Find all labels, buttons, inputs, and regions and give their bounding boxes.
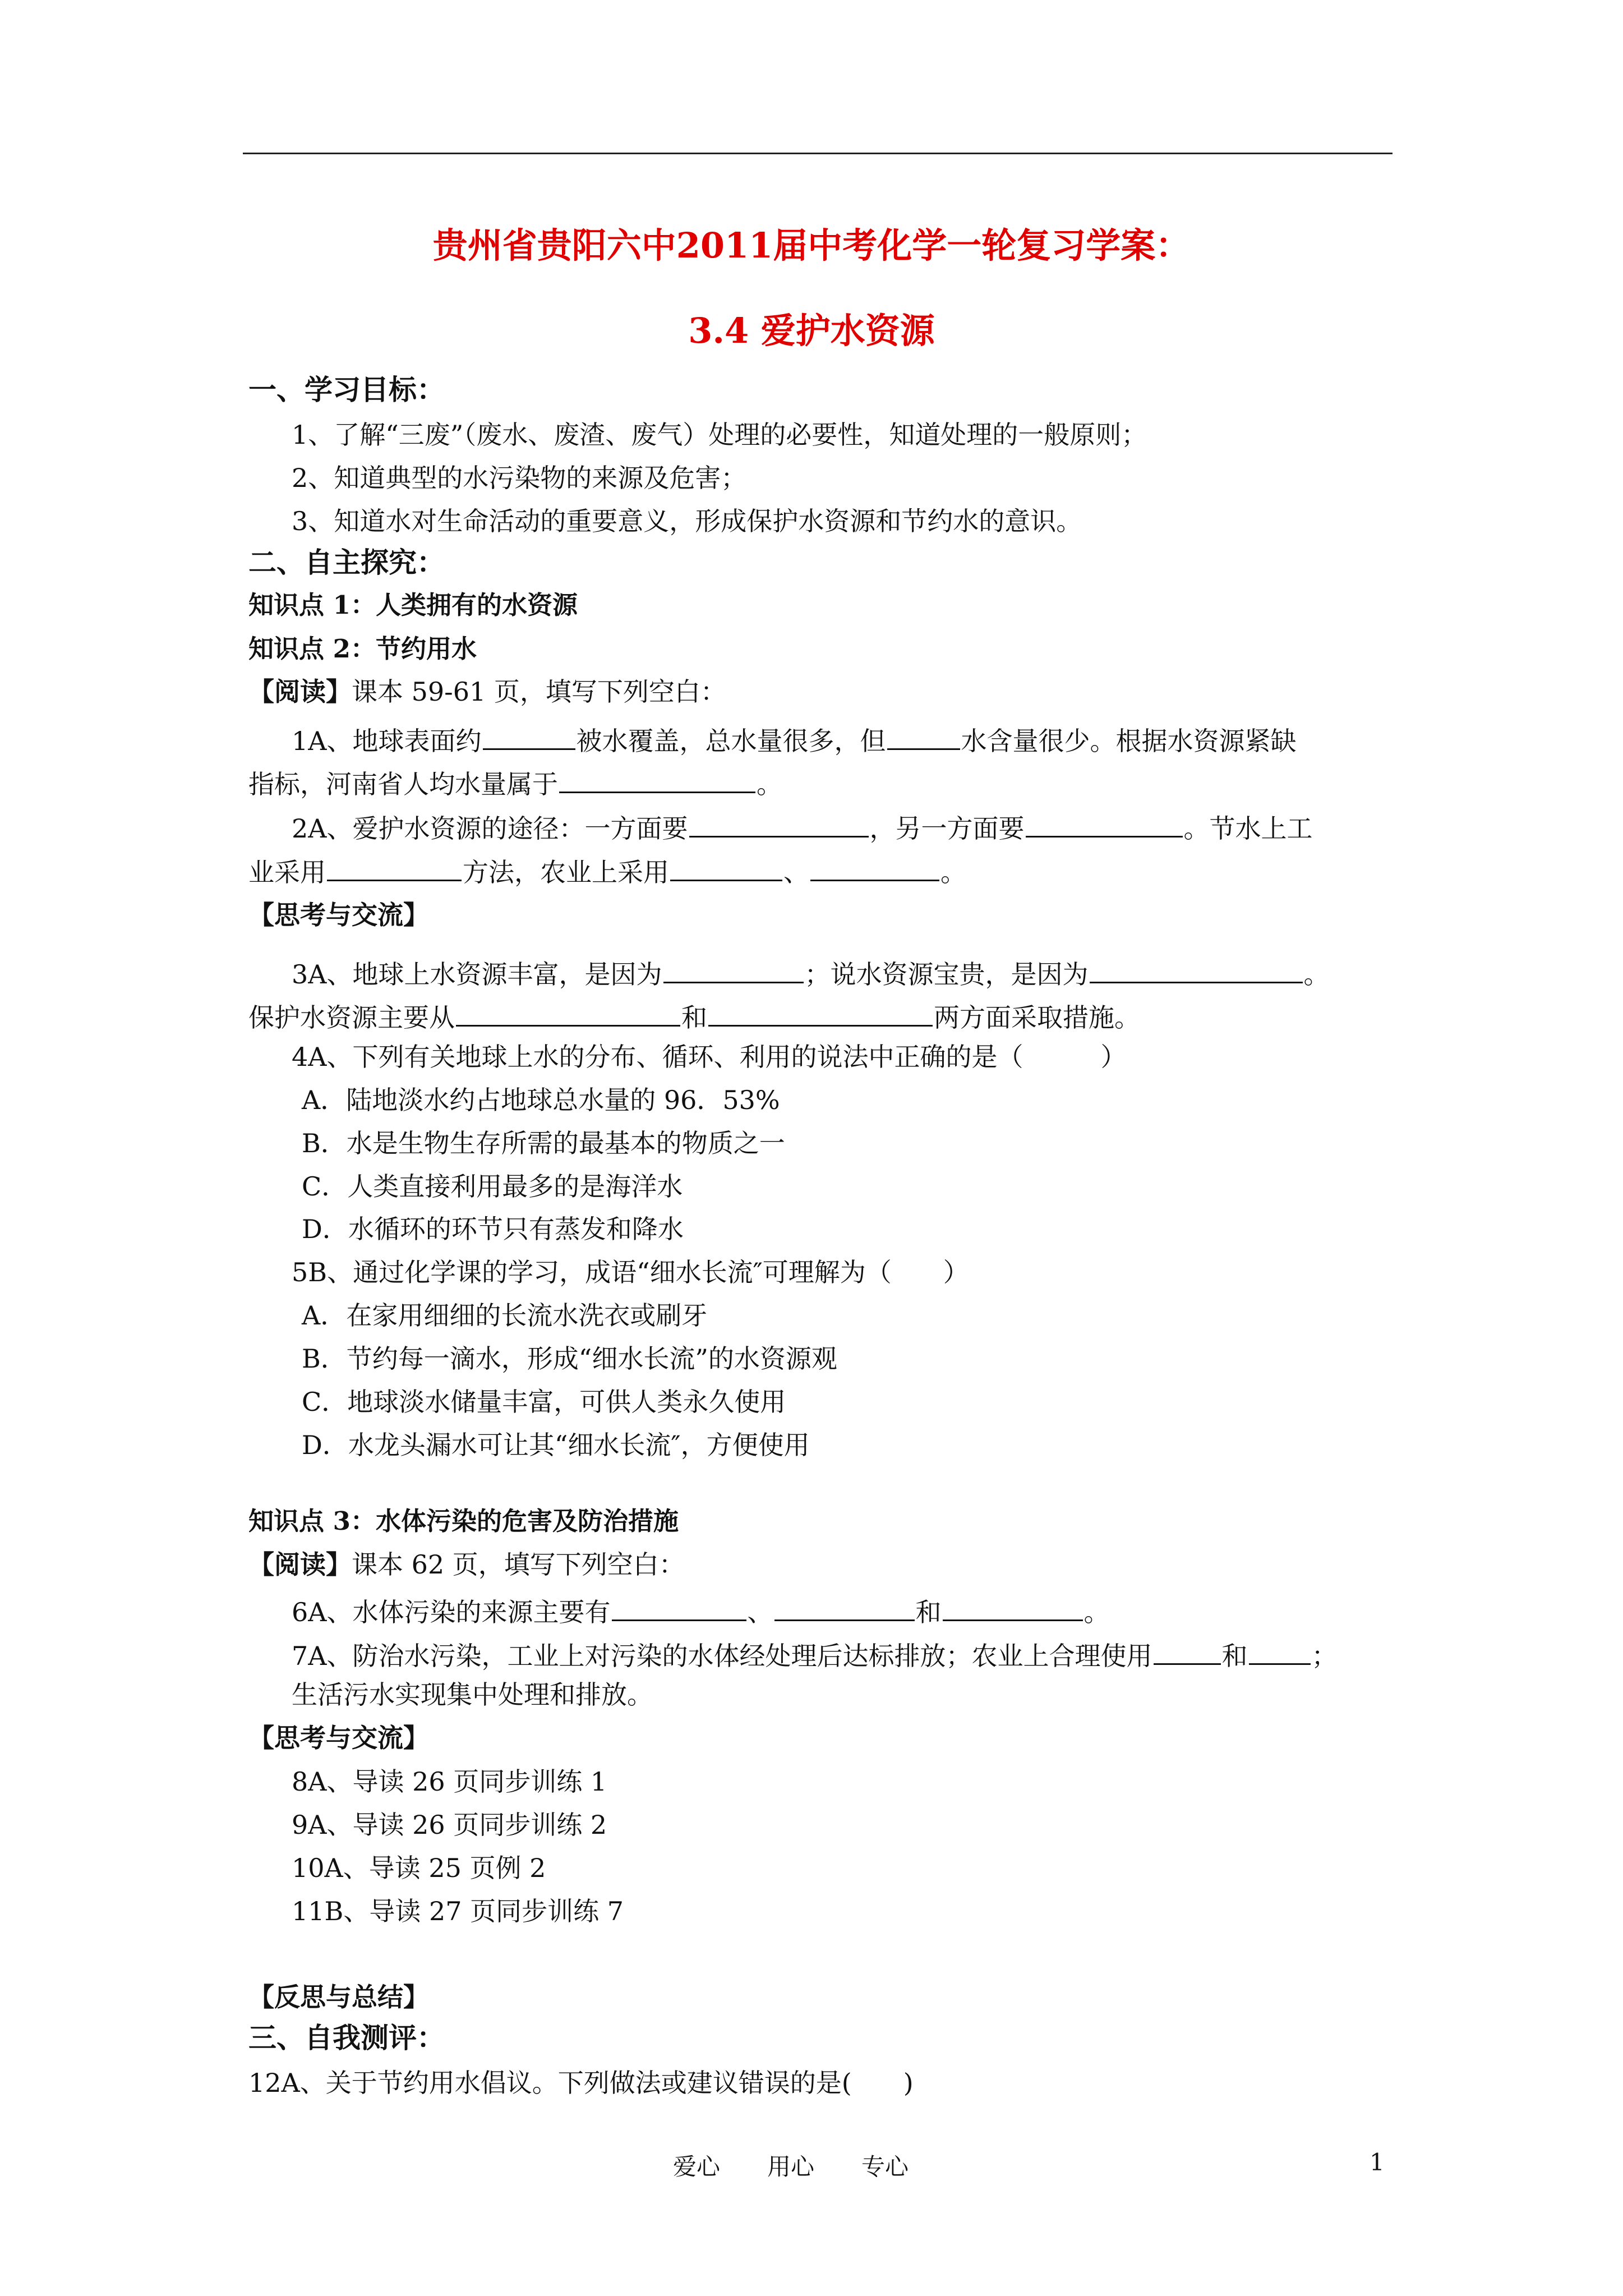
question-7a-line1 [292, 1639, 1338, 1669]
question-3a-line2 [248, 1000, 1140, 1033]
q1-text-a: 1A、地球表面约 [292, 726, 482, 756]
reflection-summary-heading: 【反思与总结】 [248, 1982, 429, 2012]
q3-text-d: 保护水资源主要从 [248, 1002, 455, 1033]
q1-text-d: 指标，河南省人均水量属于 [248, 769, 558, 799]
q7-blank-1[interactable] [1154, 1639, 1221, 1665]
q2-blank-3[interactable] [327, 855, 462, 881]
q3-text-a: 3A、地球上水资源丰富，是因为 [292, 959, 662, 990]
q6-blank-3[interactable] [943, 1595, 1083, 1621]
question-10a: 10A、导读 25 页例 2 [292, 1853, 546, 1883]
reading-instruction-2 [248, 1549, 685, 1580]
q2-blank-1[interactable] [689, 811, 869, 838]
q2-text-d: 业采用 [248, 857, 326, 887]
goal-item-3: 3、知道水对生命活动的重要意义，形成保护水资源和节约水的意识。 [292, 506, 1082, 536]
q2-text-c: 。节水上工 [1183, 813, 1313, 844]
q2-text-e: 方法，农业上采用 [463, 857, 669, 887]
q6-text-d: 。 [1083, 1597, 1110, 1627]
reading-text: 课本 62 页，填写下列空白： [352, 1549, 685, 1580]
q4-option-c: C．人类直接利用最多的是海洋水 [302, 1171, 683, 1202]
q1-blank-3[interactable] [559, 767, 755, 793]
question-4a: 4A、下列有关地球上水的分布、循环、利用的说法中正确的是（ ） [292, 1042, 1127, 1072]
q1-text-c: 水含量很少。根据水资源紧缺 [961, 726, 1297, 756]
q6-blank-1[interactable] [612, 1595, 746, 1621]
knowledge-point-2: 知识点 2：节约用水 [248, 634, 477, 664]
q1-blank-1[interactable] [483, 724, 575, 750]
q2-text-b: ，另一方面要 [869, 813, 1025, 844]
question-11b: 11B、导读 27 页同步训练 7 [292, 1896, 624, 1926]
q3-blank-1[interactable] [663, 957, 804, 983]
q2-text-f: 、 [783, 857, 809, 887]
question-1a-line1 [292, 724, 1297, 754]
q7-text-c: ； [1311, 1641, 1338, 1671]
q2-text-g: 。 [940, 857, 966, 887]
q3-text-e: 和 [681, 1002, 707, 1033]
question-9a: 9A、导读 26 页同步训练 2 [292, 1810, 607, 1840]
q5-option-d: D．水龙头漏水可让其“细水长流″，方便使用 [302, 1430, 810, 1460]
goal-item-1: 1、了解“三废”（废水、废渣、废气）处理的必要性，知道处理的一般原则； [292, 420, 1147, 450]
doc-title-line1: 贵州省贵阳六中2011届中考化学一轮复习学案： [432, 225, 1191, 266]
q4-option-d: D．水循环的环节只有蒸发和降水 [302, 1214, 684, 1244]
question-2a-line2 [248, 855, 966, 885]
question-6a [292, 1595, 1110, 1625]
question-7a-line2: 生活污水实现集中处理和排放。 [292, 1680, 653, 1710]
section-self-exploration: 二、自主探究： [248, 546, 445, 579]
footer-motto: 爱心 用心 专心 [673, 2153, 909, 2180]
reading-instruction-1 [248, 679, 726, 705]
question-5b: 5B、通过化学课的学习，成语“细水长流″可理解为（ ） [292, 1257, 969, 1287]
reading-text: 课本 59-61 页，填写下列空白： [352, 677, 726, 707]
section-learning-goals: 一、学习目标： [248, 373, 445, 406]
knowledge-point-3: 知识点 3：水体污染的危害及防治措施 [248, 1506, 679, 1536]
header-rule [243, 153, 1393, 154]
q3-text-f: 两方面采取措施。 [934, 1002, 1140, 1033]
goal-item-2: 2、知道典型的水污染物的来源及危害； [292, 463, 747, 493]
knowledge-point-1: 知识点 1：人类拥有的水资源 [248, 590, 578, 620]
q4-option-b: B．水是生物生存所需的最基本的物质之一 [302, 1128, 785, 1158]
question-8a: 8A、导读 26 页同步训练 1 [292, 1766, 607, 1797]
q4-option-a: A．陆地淡水约占地球总水量的 96．53% [302, 1085, 780, 1115]
q6-text-b: 、 [747, 1597, 773, 1627]
page-number: 1 [1370, 2148, 1385, 2176]
q1-blank-2[interactable] [887, 724, 960, 750]
q5-option-c: C．地球淡水储量丰富，可供人类永久使用 [302, 1387, 786, 1417]
q2-text-a: 2A、爱护水资源的途径：一方面要 [292, 813, 688, 844]
doc-title-line2: 3.4 爱护水资源 [688, 310, 935, 351]
think-and-discuss-heading-2: 【思考与交流】 [248, 1723, 429, 1753]
q7-text-b: 和 [1221, 1641, 1248, 1671]
q3-blank-4[interactable] [708, 1000, 933, 1027]
q2-blank-5[interactable] [810, 855, 939, 881]
q5-option-a: A．在家用细细的长流水洗衣或刷牙 [302, 1300, 708, 1331]
q6-text-c: 和 [915, 1597, 942, 1627]
reading-tag: 【阅读】 [248, 677, 352, 707]
q6-text-a: 6A、水体污染的来源主要有 [292, 1597, 611, 1627]
q2-blank-2[interactable] [1026, 811, 1183, 838]
question-2a-line1 [292, 811, 1313, 844]
question-12a: 12A、关于节约用水倡议。下列做法或建议错误的是( ) [248, 2068, 914, 2098]
q5-option-b: B．节约每一滴水，形成“细水长流”的水资源观 [302, 1343, 837, 1374]
q3-text-c: 。 [1303, 959, 1330, 990]
q7-text-a: 7A、防治水污染，工业上对污染的水体经处理后达标排放；农业上合理使用 [292, 1641, 1152, 1671]
q6-blank-2[interactable] [774, 1595, 915, 1621]
q3-blank-2[interactable] [1090, 957, 1303, 983]
q3-blank-3[interactable] [456, 1000, 680, 1027]
q2-blank-4[interactable] [670, 855, 782, 881]
q3-text-b: ；说水资源宝贵，是因为 [804, 959, 1089, 990]
q1-text-e: 。 [757, 769, 782, 799]
think-and-discuss-heading: 【思考与交流】 [248, 900, 429, 930]
question-1a-line2 [248, 767, 782, 797]
q7-blank-2[interactable] [1249, 1639, 1311, 1665]
reading-tag: 【阅读】 [248, 1549, 352, 1580]
question-3a-line1 [292, 957, 1330, 990]
section-self-assessment: 三、自我测评： [248, 2021, 445, 2054]
q1-text-b: 被水覆盖，总水量很多，但 [576, 726, 886, 756]
